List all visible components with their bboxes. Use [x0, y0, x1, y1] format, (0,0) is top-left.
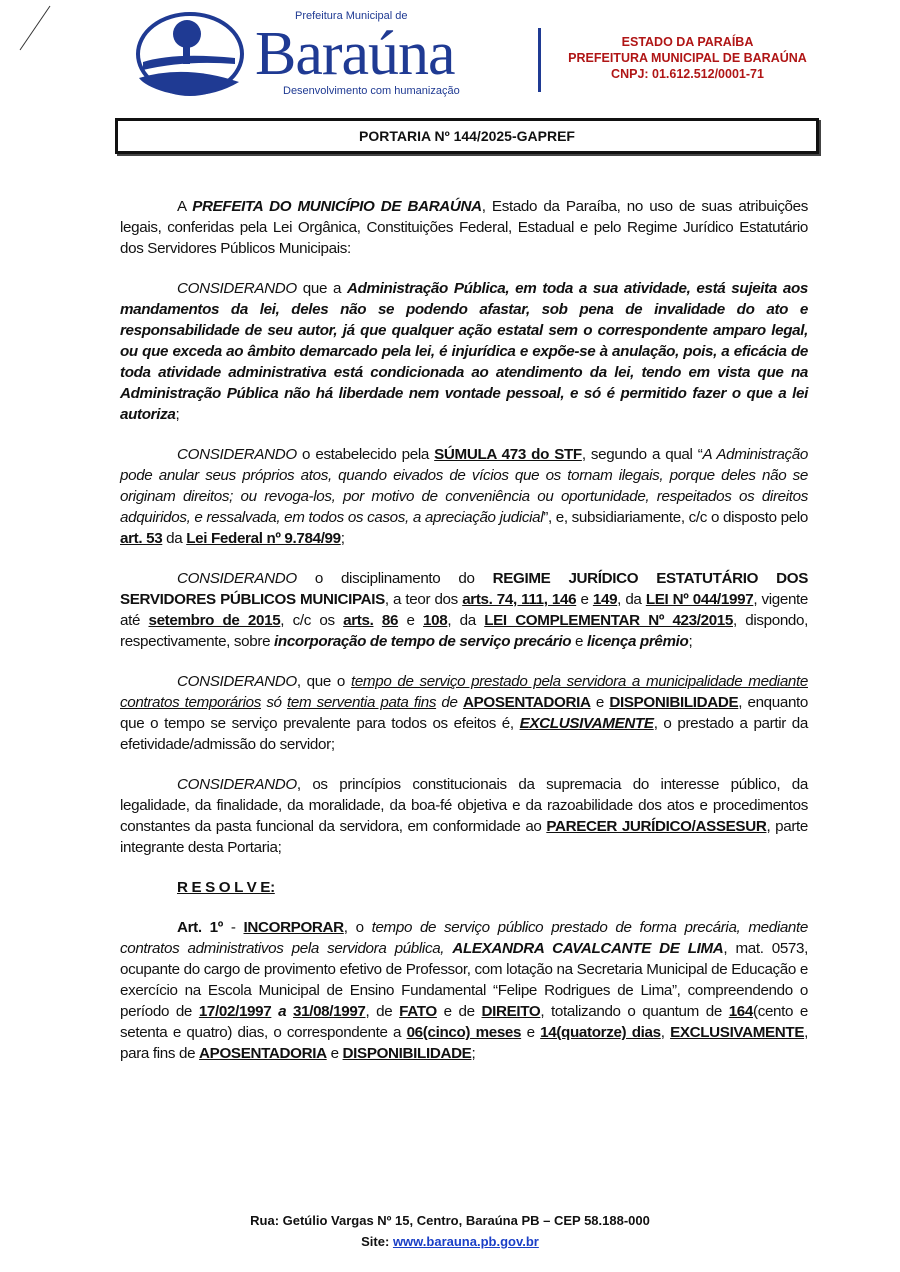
text-run: 86: [381, 612, 399, 629]
text-run: 14(quatorze) dias: [540, 1024, 661, 1041]
text-run: de: [441, 694, 458, 711]
text-run: , que o: [296, 673, 351, 690]
footer-address: Rua: Getúlio Vargas Nº 15, Centro, Baraúna PB – CEP 58.188-000: [250, 1213, 650, 1228]
state-info: [545, 34, 830, 82]
text-run: REGIME JURÍDICO ESTATUTÁRIO DOS SERVIDORES PÚBLICOS MUNICIPAIS: [120, 570, 808, 608]
brand-prefix: Prefeitura Municipal de: [295, 10, 408, 22]
site-label: Site:: [361, 1234, 393, 1249]
text-run: , mat. 0573, ocupante do cargo de provimento efetivo de Professor, com lotação na Secretaria Municipal de Educação e exercício na Escola Municipal de Ensino Fundamental “Felipe Rodrigues de Lima”, compreendendo o período de: [120, 940, 808, 1020]
document-title: [115, 118, 819, 154]
text-run: (cento e setenta e quatro) dias, o correspondente a: [120, 1003, 808, 1041]
text-run: EXCLUSIVAMENTE: [670, 1024, 805, 1041]
text-run: e: [576, 591, 593, 608]
text-run: art. 53: [120, 530, 163, 547]
text-run: só: [266, 694, 282, 711]
paragraph: [120, 774, 808, 858]
text-run: e: [398, 612, 424, 629]
text-run: da: [162, 530, 187, 547]
state-line: ESTADO DA PARAÍBA: [621, 35, 754, 49]
footer: [0, 1202, 900, 1252]
text-run: PARECER JURÍDICO/ASSESUR: [546, 818, 767, 835]
pen-mark-icon: [14, 4, 54, 54]
text-run: incorporação de tempo de serviço precário: [274, 633, 572, 650]
divider: [538, 28, 541, 92]
text-run: a: [278, 1003, 287, 1020]
text-run: arts.: [343, 612, 374, 629]
text-run: -: [222, 919, 244, 936]
text-run: Art. 1º: [177, 919, 223, 936]
text-run: CONSIDERANDO: [177, 446, 297, 463]
text-run: 31/08/1997: [293, 1003, 366, 1020]
text-run: ;: [471, 1045, 476, 1062]
text-run: , dispondo, respectivamente, sobre: [120, 612, 808, 650]
text-run: APOSENTADORIA: [199, 1045, 327, 1062]
text-run: e: [326, 1045, 343, 1062]
text-run: , totalizando o quantum de: [540, 1003, 729, 1020]
text-run: , vigente até: [120, 591, 809, 629]
text-run: DISPONIBILIDADE: [342, 1045, 472, 1062]
text-run: A: [177, 198, 193, 215]
text-run: que a: [296, 280, 347, 297]
paragraph: [120, 278, 808, 425]
paragraph: [120, 568, 808, 652]
document-body: [120, 196, 808, 1064]
text-run: LEI COMPLEMENTAR Nº 423/2015: [484, 612, 733, 629]
text-run: A Administração pode anular seus próprios atos, quando eivados de vícios que os tornam ilegais, porque deles não se originam direitos; ou revoga-los, por motivo de conveniência ou oportunidade, respeitados os direitos adquiridos, e ressalvada, em todos os casos, a apreciação judicial: [120, 446, 808, 526]
text-run: ,: [660, 1024, 671, 1041]
text-run: FATO: [399, 1003, 437, 1020]
text-run: PREFEITA DO MUNICÍPIO DE BARAÚNA: [192, 198, 482, 215]
text-run: tempo de serviço prestado pela servidora a municipalidade mediante contratos temporários: [120, 673, 808, 711]
text-run: ALEXANDRA CAVALCANTE DE LIMA: [452, 940, 724, 957]
text-run: e de: [436, 1003, 482, 1020]
text-run: , da: [447, 612, 485, 629]
text-run: , segundo a qual “: [581, 446, 703, 463]
text-run: 17/02/1997: [198, 1003, 272, 1020]
text-run: tem serventia pata fins: [286, 694, 437, 711]
text-run: , c/c os: [280, 612, 344, 629]
text-run: e: [590, 694, 610, 711]
state-line: PREFEITURA MUNICIPAL DE BARAÚNA: [568, 51, 807, 65]
text-run: ;: [340, 530, 345, 547]
text-run: Administração Pública, em toda a sua atividade, está sujeita aos mandamentos da lei, deles não se podendo afastar, sob pena de invalidade do ato e responsabilidade de seu autor, já que qualquer ação estatal sem o correspondente amparo legal, ou que exceda ao âmbito demarcado pela lei, é injurídica e expõe-se à anulação, pois, a eficácia de toda atividade administrativa está condicionada ao atendimento da lei, tendo em vista que na Administração Pública não há liberdade nem vontade pessoal, e só é permitido fazer o que a lei autoriza: [120, 280, 808, 423]
text-run: , de: [365, 1003, 400, 1020]
text-run: CONSIDERANDO: [177, 280, 297, 297]
brand-tagline: Desenvolvimento com humanização: [283, 85, 460, 97]
text-run: 06(cinco) meses: [406, 1024, 522, 1041]
text-run: ”, e, subsidiariamente, c/c o disposto pelo: [543, 509, 808, 526]
text-run: o estabelecido pela: [296, 446, 435, 463]
text-run: , os princípios constitucionais da supremacia do interesse público, da legalidade, da finalidade, da moralidade, da boa-fé objetiva e da razoabilidade dos atos e procedimentos constantes da pasta funcional da servidora, em conformidade ao: [120, 776, 808, 835]
paragraph: [120, 196, 808, 259]
text-run: CONSIDERANDO: [177, 673, 297, 690]
text-run: 149: [592, 591, 618, 608]
text-run: 164: [728, 1003, 753, 1020]
text-run: , enquanto que o tempo se serviço prevalente para todos os efeitos é,: [120, 694, 809, 732]
text-run: , Estado da Paraíba, no uso de suas atribuições legais, conferidas pela Lei Orgânica, Constituições Federal, Estadual e pelo Regime Jurídico Estatutário dos Servidores Públicos Municipais:: [120, 198, 808, 257]
text-run: , parte integrante desta Portaria;: [120, 818, 809, 856]
text-run: [373, 612, 381, 629]
text-run: , a teor dos: [384, 591, 463, 608]
text-run: DIREITO: [481, 1003, 541, 1020]
text-run: Lei Federal nº 9.784/99: [186, 530, 341, 547]
text-run: APOSENTADORIA: [462, 694, 591, 711]
brand-name: Baraúna: [255, 20, 455, 88]
text-run: CONSIDERANDO: [177, 570, 297, 587]
paragraph: [120, 671, 808, 755]
text-run: LEI Nº 044/1997: [645, 591, 754, 608]
site-link[interactable]: www.barauna.pb.gov.br: [392, 1234, 539, 1249]
text-run: , para fins de: [120, 1024, 808, 1062]
text-run: , o: [343, 919, 372, 936]
article-1: [120, 917, 808, 1064]
text-run: [286, 1003, 293, 1020]
content-flow: [0, 196, 900, 1252]
text-run: INCORPORAR: [243, 919, 344, 936]
text-run: 108: [423, 612, 448, 629]
text-run: DISPONIBILIDADE: [609, 694, 739, 711]
text-run: setembro de 2015: [148, 612, 281, 629]
text-run: e: [571, 633, 587, 650]
resolve-heading: [120, 877, 808, 898]
text-run: CONSIDERANDO: [177, 776, 297, 793]
text-run: , da: [617, 591, 646, 608]
paragraph: [120, 444, 808, 549]
text-run: arts. 74, 111, 146: [462, 591, 577, 608]
text-run: , o prestado a partir da efetividade/admissão do servidor;: [120, 715, 808, 753]
state-line: CNPJ: 01.612.512/0001-71: [611, 67, 764, 81]
text-run: tempo de serviço público prestado de forma precária, mediante contratos administrativos pela servidora pública,: [120, 919, 808, 957]
municipal-logo-icon: [135, 12, 245, 96]
text-run: EXCLUSIVAMENTE: [519, 715, 654, 732]
text-run: e: [521, 1024, 541, 1041]
footer-site: [0, 1231, 900, 1252]
title-text: PORTARIA Nº 144/2025-GAPREF: [359, 128, 575, 144]
text-run: ;: [175, 406, 180, 423]
text-run: o disciplinamento do: [296, 570, 493, 587]
text-run: licença prêmio: [586, 633, 689, 650]
text-run: ;: [688, 633, 693, 650]
text-run: R E S O L V E:: [177, 879, 275, 896]
letterhead: [135, 8, 835, 108]
text-run: SÚMULA 473 do STF: [434, 446, 582, 463]
